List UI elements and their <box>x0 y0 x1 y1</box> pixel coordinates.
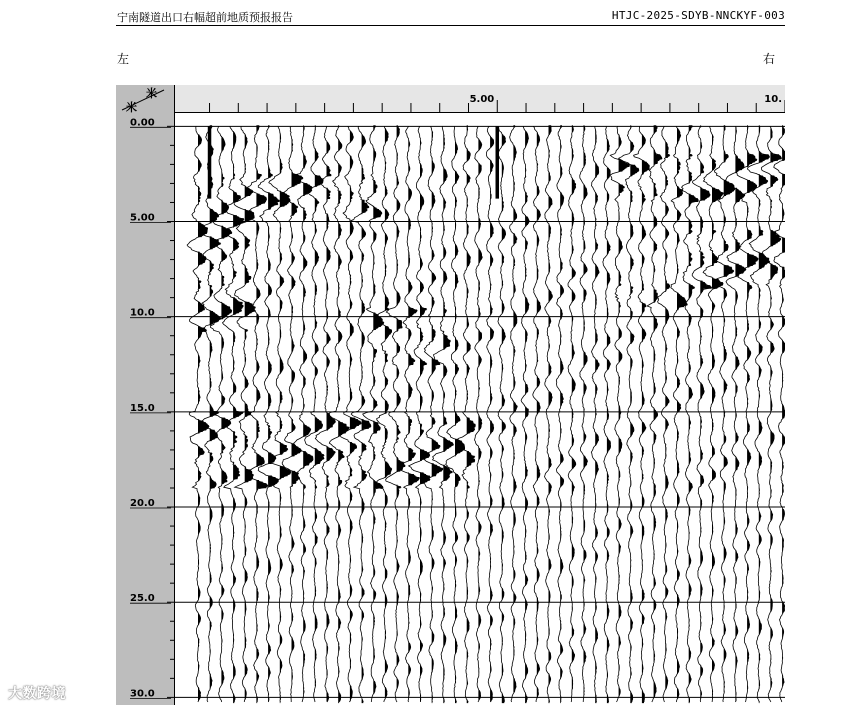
seismic-trace-fill <box>280 134 291 702</box>
seismic-trace-fill <box>385 129 392 697</box>
seismic-trace-fill <box>455 143 465 702</box>
report-code: HTJC-2025-SDYB-NNCKYF-003 <box>611 9 785 22</box>
depth-tick-label: 30.0 <box>130 688 155 700</box>
seismic-trace-fill <box>502 136 506 703</box>
seismic-trace <box>329 126 349 702</box>
seismic-trace-fill <box>303 126 313 693</box>
report-title: 宁南隧道出口右幅超前地质预报报告 <box>117 11 293 24</box>
seismic-trace <box>556 126 564 702</box>
seismic-trace-fill <box>233 132 244 702</box>
seismic-trace-fill <box>549 126 553 702</box>
seismic-trace-fill <box>443 136 453 703</box>
seismic-trace-fill <box>735 128 746 701</box>
seismic-trace-fill <box>607 140 611 702</box>
seismic-trace <box>305 126 324 702</box>
header-divider <box>116 25 785 26</box>
seismic-trace <box>433 126 454 702</box>
seismic-trace <box>603 126 611 702</box>
seismic-trace <box>619 126 639 702</box>
seismic-trace-fill <box>712 136 723 698</box>
seismic-trace-fill <box>327 143 336 700</box>
seismic-trace <box>545 126 553 702</box>
seismic-trace-fill <box>630 126 639 702</box>
left-side-label: 左 <box>117 52 130 66</box>
seismic-trace-fill <box>665 143 670 688</box>
corner-unit-left: 米 <box>126 101 137 114</box>
seismic-trace-fill <box>724 126 735 691</box>
seismic-trace-fill <box>642 136 650 703</box>
seismic-trace <box>409 126 430 702</box>
seismic-trace <box>315 126 335 702</box>
seismic-trace <box>456 126 476 702</box>
corner-unit-top: 米 <box>146 87 157 100</box>
seismic-trace <box>258 126 279 702</box>
seismic-trace <box>682 126 699 702</box>
depth-tick-label: 20.0 <box>130 498 155 510</box>
seismic-trace-fill <box>560 126 564 702</box>
seismic-trace-fill <box>432 132 443 702</box>
seismic-trace-fill <box>525 132 529 702</box>
seismic-trace <box>634 126 650 702</box>
seismic-trace-fill <box>373 126 384 693</box>
seismic-trace-fill <box>221 137 231 684</box>
seismic-trace-fill <box>478 140 482 699</box>
seismic-trace <box>725 126 746 702</box>
seismic-trace-fill <box>689 126 699 702</box>
seismic-trace-fill <box>654 126 662 696</box>
seismic-trace <box>692 126 711 702</box>
depth-tick-label: 0.00 <box>130 117 155 129</box>
seismic-trace <box>703 126 723 702</box>
trace-group <box>187 126 785 702</box>
grid-group <box>175 126 785 697</box>
seismic-trace <box>386 126 406 702</box>
distance-tick-label: 5.00 <box>469 94 495 105</box>
seismic-trace <box>714 126 735 702</box>
seismic-trace-fill <box>420 142 430 701</box>
seismic-trace <box>747 126 769 702</box>
seismic-trace-fill <box>770 129 781 686</box>
seismic-trace <box>498 126 506 702</box>
seismic-trace <box>198 126 220 702</box>
depth-tick-label: 5.00 <box>130 212 155 224</box>
depth-axis-panel <box>116 85 175 705</box>
depth-tick-label: 10.0 <box>130 307 155 319</box>
distance-tick-label: 10. <box>764 94 782 105</box>
depth-tick-label: 25.0 <box>130 593 155 605</box>
seismic-trace-fill <box>759 126 770 702</box>
seismic-trace <box>269 126 291 702</box>
right-side-label: 右 <box>763 52 776 66</box>
seismic-trace-fill <box>747 126 758 688</box>
seismic-trace-fill <box>467 126 476 702</box>
seismic-profile-chart <box>116 85 785 705</box>
seismic-trace <box>658 126 670 702</box>
seismic-trace <box>591 126 599 702</box>
seismic-trace <box>351 126 371 702</box>
watermark-logo: 大数跨境 <box>8 686 66 702</box>
depth-tick-label: 15.0 <box>130 402 155 414</box>
